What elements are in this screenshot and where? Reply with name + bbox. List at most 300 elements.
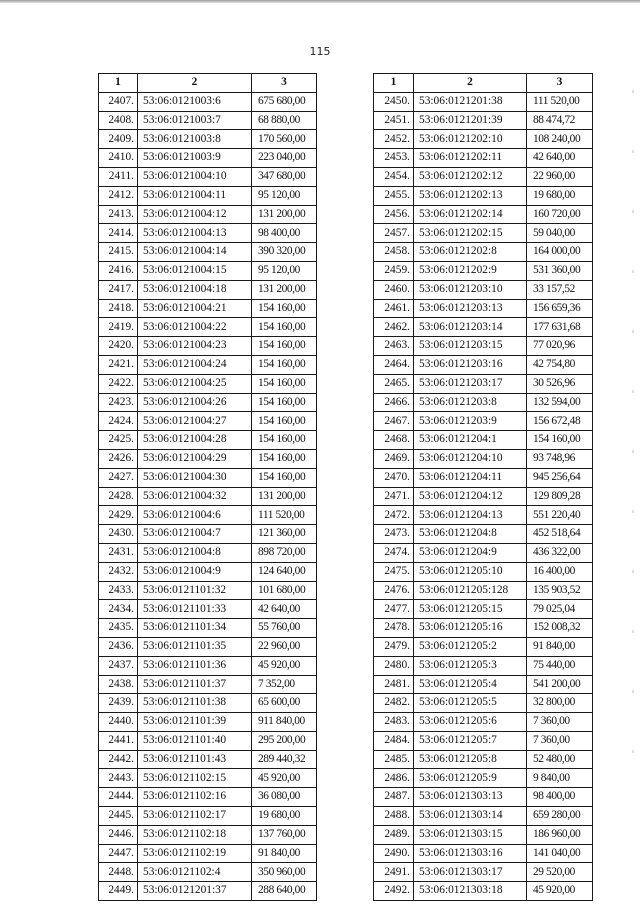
cadastral-value: 141 040,00 <box>527 844 593 863</box>
cadastral-value: 108 240,00 <box>527 130 593 149</box>
row-number: 2488. <box>374 807 414 826</box>
cadastral-number: 53:06:0121303:14 <box>414 807 527 826</box>
row-number: 2472. <box>374 506 414 525</box>
cadastral-value: 7 352,00 <box>252 675 317 694</box>
table-row <box>99 412 317 431</box>
cadastral-number: 53:06:0121004:14 <box>138 243 252 262</box>
row-number: 2423. <box>99 393 138 412</box>
table-row <box>374 111 593 130</box>
cadastral-value: 154 160,00 <box>252 393 317 412</box>
row-number: 2448. <box>99 863 138 882</box>
cadastral-value: 911 840,00 <box>252 713 317 732</box>
row-number: 2451. <box>374 111 414 130</box>
row-number: 2437. <box>99 656 138 675</box>
cadastral-number: 53:06:0121004:11 <box>138 186 252 205</box>
table-header-row <box>99 74 317 93</box>
cadastral-value: 42 640,00 <box>527 149 593 168</box>
table-row <box>99 186 317 205</box>
row-number: 2424. <box>99 412 138 431</box>
cadastral-number: 53:06:0121204:1 <box>414 431 527 450</box>
cadastral-value: 295 200,00 <box>252 731 317 750</box>
cadastral-value: 135 903,52 <box>527 581 593 600</box>
cadastral-value: 154 160,00 <box>252 318 317 337</box>
table-row <box>99 243 317 262</box>
table-row <box>374 355 593 374</box>
cadastral-value: 7 360,00 <box>527 713 593 732</box>
cadastral-number: 53:06:0121004:10 <box>138 167 252 186</box>
row-number: 2461. <box>374 299 414 318</box>
cadastral-value: 152 008,32 <box>527 619 593 638</box>
row-number: 2477. <box>374 600 414 619</box>
row-number: 2429. <box>99 506 138 525</box>
table-row <box>374 487 593 506</box>
row-number: 2484. <box>374 731 414 750</box>
cadastral-number: 53:06:0121204:11 <box>414 468 527 487</box>
table-row <box>99 769 317 788</box>
row-number: 2462. <box>374 318 414 337</box>
cadastral-value: 65 600,00 <box>252 694 317 713</box>
table-row <box>374 675 593 694</box>
row-number: 2491. <box>374 863 414 882</box>
cadastral-value: 186 960,00 <box>527 825 593 844</box>
row-number: 2463. <box>374 337 414 356</box>
cadastral-number: 53:06:0121205:8 <box>414 750 527 769</box>
table-row <box>374 280 593 299</box>
table-row <box>99 807 317 826</box>
cadastral-number: 53:06:0121004:9 <box>138 562 252 581</box>
cadastral-value: 79 025,04 <box>527 600 593 619</box>
cadastral-number: 53:06:0121003:7 <box>138 111 252 130</box>
cadastral-value: 22 960,00 <box>252 637 317 656</box>
row-number: 2418. <box>99 299 138 318</box>
cadastral-number: 53:06:0121205:7 <box>414 731 527 750</box>
table-row <box>99 694 317 713</box>
row-number: 2412. <box>99 186 138 205</box>
cadastral-value: 91 840,00 <box>527 637 593 656</box>
row-number: 2487. <box>374 788 414 807</box>
cadastral-number: 53:06:0121101:39 <box>138 713 252 732</box>
cadastral-number: 53:06:0121101:38 <box>138 694 252 713</box>
cadastral-number: 53:06:0121204:10 <box>414 449 527 468</box>
row-number: 2426. <box>99 449 138 468</box>
cadastral-value: 33 157,52 <box>527 280 593 299</box>
table-row <box>374 449 593 468</box>
row-number: 2432. <box>99 562 138 581</box>
cadastral-value: 177 631,68 <box>527 318 593 337</box>
row-number: 2414. <box>99 224 138 243</box>
table-row <box>374 374 593 393</box>
cadastral-number: 53:06:0121303:15 <box>414 825 527 844</box>
cadastral-value: 98 400,00 <box>252 224 317 243</box>
cadastral-number: 53:06:0121101:34 <box>138 619 252 638</box>
row-number: 2457. <box>374 224 414 243</box>
table-row <box>374 731 593 750</box>
cadastral-number: 53:06:0121004:6 <box>138 506 252 525</box>
table-row <box>99 280 317 299</box>
cadastral-number: 53:06:0121205:15 <box>414 600 527 619</box>
cadastral-number: 53:06:0121204:12 <box>414 487 527 506</box>
table-row <box>374 130 593 149</box>
cadastral-value: 91 840,00 <box>252 844 317 863</box>
cadastral-value: 88 474,72 <box>527 111 593 130</box>
cadastral-value: 45 920,00 <box>527 882 593 901</box>
row-number: 2456. <box>374 205 414 224</box>
table-row <box>374 750 593 769</box>
row-number: 2486. <box>374 769 414 788</box>
table-row <box>99 167 317 186</box>
table-row <box>374 337 593 356</box>
cadastral-value: 154 160,00 <box>252 374 317 393</box>
cadastral-number: 53:06:0121004:21 <box>138 299 252 318</box>
row-number: 2479. <box>374 637 414 656</box>
row-number: 2409. <box>99 130 138 149</box>
cadastral-value: 347 680,00 <box>252 167 317 186</box>
table-row <box>374 543 593 562</box>
table-row <box>374 619 593 638</box>
table-row <box>374 713 593 732</box>
row-number: 2442. <box>99 750 138 769</box>
row-number: 2452. <box>374 130 414 149</box>
table-row <box>374 167 593 186</box>
cadastral-number: 53:06:0121205:128 <box>414 581 527 600</box>
table-row <box>374 468 593 487</box>
cadastral-number: 53:06:0121205:10 <box>414 562 527 581</box>
cadastral-value: 45 920,00 <box>252 769 317 788</box>
table-row <box>99 750 317 769</box>
table-row <box>374 92 593 111</box>
cadastral-number: 53:06:0121004:8 <box>138 543 252 562</box>
row-number: 2458. <box>374 243 414 262</box>
cadastral-number: 53:06:0121202:10 <box>414 130 527 149</box>
table-row <box>99 130 317 149</box>
table-row <box>374 863 593 882</box>
cadastral-value: 154 160,00 <box>252 468 317 487</box>
cadastral-value: 154 160,00 <box>252 299 317 318</box>
table-row <box>99 637 317 656</box>
row-number: 2439. <box>99 694 138 713</box>
cadastral-value: 154 160,00 <box>252 431 317 450</box>
table-row <box>374 506 593 525</box>
cadastral-number: 53:06:0121201:39 <box>414 111 527 130</box>
row-number: 2430. <box>99 525 138 544</box>
cadastral-value: 124 640,00 <box>252 562 317 581</box>
row-number: 2431. <box>99 543 138 562</box>
cadastral-number: 53:06:0121203:16 <box>414 355 527 374</box>
row-number: 2434. <box>99 600 138 619</box>
row-number: 2485. <box>374 750 414 769</box>
cadastral-number: 53:06:0121202:14 <box>414 205 527 224</box>
row-number: 2489. <box>374 825 414 844</box>
row-number: 2459. <box>374 261 414 280</box>
row-number: 2449. <box>99 882 138 901</box>
cadastral-value: 129 809,28 <box>527 487 593 506</box>
row-number: 2490. <box>374 844 414 863</box>
cadastral-number: 53:06:0121204:9 <box>414 543 527 562</box>
cadastral-value: 77 020,96 <box>527 337 593 356</box>
table-row <box>374 525 593 544</box>
table-row <box>99 468 317 487</box>
row-number: 2466. <box>374 393 414 412</box>
table-row <box>99 713 317 732</box>
cadastral-number: 53:06:0121102:18 <box>138 825 252 844</box>
cadastral-value: 131 200,00 <box>252 205 317 224</box>
cadastral-number: 53:06:0121004:7 <box>138 525 252 544</box>
cadastral-value: 945 256,64 <box>527 468 593 487</box>
cadastral-value: 137 760,00 <box>252 825 317 844</box>
cadastral-number: 53:06:0121202:15 <box>414 224 527 243</box>
row-number: 2420. <box>99 337 138 356</box>
row-number: 2460. <box>374 280 414 299</box>
row-number: 2455. <box>374 186 414 205</box>
cadastral-value: 9 840,00 <box>527 769 593 788</box>
table-row <box>374 581 593 600</box>
table-row <box>99 525 317 544</box>
cadastral-value: 68 880,00 <box>252 111 317 130</box>
cadastral-value: 898 720,00 <box>252 543 317 562</box>
cadastral-number: 53:06:0121201:38 <box>414 92 527 111</box>
cadastral-number: 53:06:0121202:9 <box>414 261 527 280</box>
column-header-number: 1 <box>99 74 138 93</box>
row-number: 2447. <box>99 844 138 863</box>
cadastral-value: 45 920,00 <box>252 656 317 675</box>
cadastral-number: 53:06:0121205:6 <box>414 713 527 732</box>
cadastral-number: 53:06:0121205:2 <box>414 637 527 656</box>
cadastral-value: 75 440,00 <box>527 656 593 675</box>
table-row <box>99 562 317 581</box>
row-number: 2438. <box>99 675 138 694</box>
table-row <box>374 807 593 826</box>
cadastral-value: 121 360,00 <box>252 525 317 544</box>
table-row <box>99 224 317 243</box>
cadastral-number: 53:06:0121204:8 <box>414 525 527 544</box>
row-number: 2483. <box>374 713 414 732</box>
column-header-cadastral: 2 <box>138 74 252 93</box>
table-row <box>99 393 317 412</box>
column-header-number: 1 <box>374 74 414 93</box>
cadastral-value: 111 520,00 <box>527 92 593 111</box>
cadastral-value: 52 480,00 <box>527 750 593 769</box>
cadastral-number: 53:06:0121303:17 <box>414 863 527 882</box>
row-number: 2444. <box>99 788 138 807</box>
cadastral-number: 53:06:0121202:11 <box>414 149 527 168</box>
row-number: 2413. <box>99 205 138 224</box>
table-row <box>99 449 317 468</box>
table-row <box>99 619 317 638</box>
row-number: 2453. <box>374 149 414 168</box>
table-row <box>99 149 317 168</box>
table-row <box>99 863 317 882</box>
cadastral-value: 170 560,00 <box>252 130 317 149</box>
cadastral-value: 436 322,00 <box>527 543 593 562</box>
row-number: 2421. <box>99 355 138 374</box>
cadastral-number: 53:06:0121102:16 <box>138 788 252 807</box>
cadastral-value: 98 400,00 <box>527 788 593 807</box>
cadastral-number: 53:06:0121004:32 <box>138 487 252 506</box>
row-number: 2480. <box>374 656 414 675</box>
cadastral-number: 53:06:0121102:19 <box>138 844 252 863</box>
cadastral-number: 53:06:0121303:18 <box>414 882 527 901</box>
cadastral-value: 19 680,00 <box>527 186 593 205</box>
row-number: 2474. <box>374 543 414 562</box>
row-number: 2436. <box>99 637 138 656</box>
column-header-value: 3 <box>252 74 317 93</box>
cadastral-number: 53:06:0121203:10 <box>414 280 527 299</box>
row-number: 2478. <box>374 619 414 638</box>
cadastral-number: 53:06:0121205:16 <box>414 619 527 638</box>
cadastral-number: 53:06:0121101:32 <box>138 581 252 600</box>
table-row <box>99 788 317 807</box>
cadastral-number: 53:06:0121004:24 <box>138 355 252 374</box>
cadastral-value: 22 960,00 <box>527 167 593 186</box>
table-row <box>99 543 317 562</box>
cadastral-value: 350 960,00 <box>252 863 317 882</box>
table-row <box>99 581 317 600</box>
cadastral-number: 53:06:0121203:14 <box>414 318 527 337</box>
cadastral-value: 156 659,36 <box>527 299 593 318</box>
table-row <box>374 694 593 713</box>
row-number: 2445. <box>99 807 138 826</box>
cadastral-number: 53:06:0121203:17 <box>414 374 527 393</box>
row-number: 2422. <box>99 374 138 393</box>
cadastral-value: 154 160,00 <box>252 449 317 468</box>
table-row <box>99 656 317 675</box>
table-row <box>374 637 593 656</box>
cadastral-number: 53:06:0121205:4 <box>414 675 527 694</box>
cadastral-value: 154 160,00 <box>252 337 317 356</box>
cadastral-number: 53:06:0121202:8 <box>414 243 527 262</box>
cadastral-value: 131 200,00 <box>252 280 317 299</box>
cadastral-value: 29 520,00 <box>527 863 593 882</box>
row-number: 2473. <box>374 525 414 544</box>
cadastral-value: 164 000,00 <box>527 243 593 262</box>
cadastral-number: 53:06:0121004:30 <box>138 468 252 487</box>
table-row <box>374 431 593 450</box>
cadastral-number: 53:06:0121205:5 <box>414 694 527 713</box>
cadastral-number: 53:06:0121004:27 <box>138 412 252 431</box>
table-row <box>99 675 317 694</box>
table-row <box>99 825 317 844</box>
cadastral-number: 53:06:0121102:17 <box>138 807 252 826</box>
cadastral-number: 53:06:0121203:13 <box>414 299 527 318</box>
table-row <box>99 506 317 525</box>
table-row <box>374 186 593 205</box>
row-number: 2481. <box>374 675 414 694</box>
cadastral-value: 132 594,00 <box>527 393 593 412</box>
row-number: 2417. <box>99 280 138 299</box>
cadastral-number: 53:06:0121004:13 <box>138 224 252 243</box>
table-row <box>99 205 317 224</box>
row-number: 2465. <box>374 374 414 393</box>
row-number: 2467. <box>374 412 414 431</box>
cadastral-number: 53:06:0121003:8 <box>138 130 252 149</box>
cadastral-number: 53:06:0121004:18 <box>138 280 252 299</box>
cadastral-value: 95 120,00 <box>252 186 317 205</box>
cadastral-value: 452 518,64 <box>527 525 593 544</box>
row-number: 2425. <box>99 431 138 450</box>
row-number: 2419. <box>99 318 138 337</box>
row-number: 2411. <box>99 167 138 186</box>
cadastral-number: 53:06:0121203:15 <box>414 337 527 356</box>
row-number: 2446. <box>99 825 138 844</box>
cadastral-value: 95 120,00 <box>252 261 317 280</box>
table-row <box>374 600 593 619</box>
cadastral-value: 154 160,00 <box>252 412 317 431</box>
column-header-cadastral: 2 <box>414 74 527 93</box>
table-row <box>99 487 317 506</box>
table-row <box>99 337 317 356</box>
table-row <box>374 656 593 675</box>
cadastral-number: 53:06:0121102:15 <box>138 769 252 788</box>
row-number: 2476. <box>374 581 414 600</box>
cadastral-value: 111 520,00 <box>252 506 317 525</box>
table-row <box>99 731 317 750</box>
table-row <box>99 600 317 619</box>
table-row <box>99 431 317 450</box>
cadastral-value: 659 280,00 <box>527 807 593 826</box>
cadastral-value: 223 040,00 <box>252 149 317 168</box>
table-row <box>99 355 317 374</box>
row-number: 2410. <box>99 149 138 168</box>
cadastral-value: 390 320,00 <box>252 243 317 262</box>
row-number: 2470. <box>374 468 414 487</box>
table-row <box>374 299 593 318</box>
cadastral-number: 53:06:0121201:37 <box>138 882 252 901</box>
cadastral-number: 53:06:0121205:9 <box>414 769 527 788</box>
table-row <box>374 825 593 844</box>
cadastral-number: 53:06:0121205:3 <box>414 656 527 675</box>
cadastral-number: 53:06:0121303:13 <box>414 788 527 807</box>
cadastral-number: 53:06:0121003:6 <box>138 92 252 111</box>
cadastral-number: 53:06:0121004:15 <box>138 261 252 280</box>
scan-top-edge <box>0 0 640 3</box>
row-number: 2443. <box>99 769 138 788</box>
table-row <box>374 393 593 412</box>
table-row <box>99 318 317 337</box>
cadastral-value: 59 040,00 <box>527 224 593 243</box>
cadastral-number: 53:06:0121004:23 <box>138 337 252 356</box>
row-number: 2415. <box>99 243 138 262</box>
table-row <box>374 788 593 807</box>
table-row <box>99 374 317 393</box>
cadastral-value: 93 748,96 <box>527 449 593 468</box>
column-header-value: 3 <box>527 74 593 93</box>
cadastral-number: 53:06:0121004:22 <box>138 318 252 337</box>
cadastral-value: 531 360,00 <box>527 261 593 280</box>
row-number: 2492. <box>374 882 414 901</box>
row-number: 2482. <box>374 694 414 713</box>
table-row <box>99 844 317 863</box>
table-row <box>374 844 593 863</box>
cadastral-table-right <box>373 73 593 901</box>
cadastral-value: 16 400,00 <box>527 562 593 581</box>
row-number: 2440. <box>99 713 138 732</box>
table-row <box>374 205 593 224</box>
cadastral-number: 53:06:0121004:28 <box>138 431 252 450</box>
cadastral-number: 53:06:0121101:33 <box>138 600 252 619</box>
cadastral-number: 53:06:0121101:36 <box>138 656 252 675</box>
cadastral-number: 53:06:0121102:4 <box>138 863 252 882</box>
row-number: 2454. <box>374 167 414 186</box>
cadastral-number: 53:06:0121101:40 <box>138 731 252 750</box>
table-row <box>99 111 317 130</box>
row-number: 2469. <box>374 449 414 468</box>
table-row <box>374 224 593 243</box>
table-row <box>374 149 593 168</box>
table-row <box>99 882 317 901</box>
table-row <box>99 92 317 111</box>
cadastral-number: 53:06:0121101:43 <box>138 750 252 769</box>
table-row <box>374 562 593 581</box>
